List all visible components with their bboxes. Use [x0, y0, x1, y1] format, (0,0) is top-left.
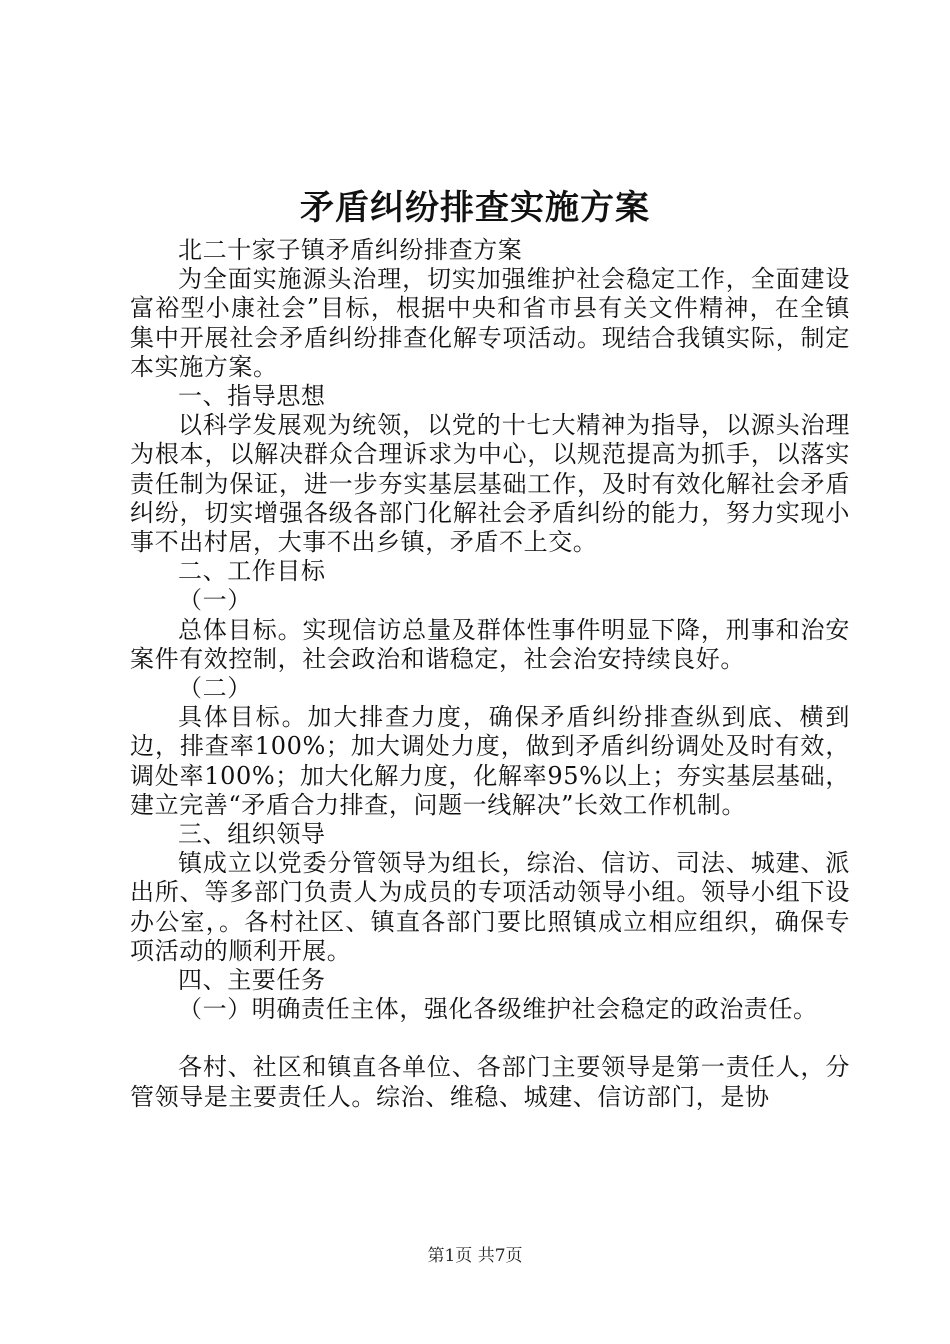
subsection-marker-2: （二） [178, 674, 252, 703]
subtitle-paragraph: 北二十家子镇矛盾纠纷排查方案 [178, 236, 523, 264]
responsibility-paragraph: 各村、社区和镇直各单位、各部门主要领导是第一责任人，分管领导是主要责任人。综治、维稳、城建、信访部门，是协 [130, 1053, 850, 1111]
intro-paragraph: 为全面实施源头治理，切实加强维护社会稳定工作，全面建设富裕型小康社会”目标，根据中央和省市县有关文件精神，在全镇集中开展社会矛盾纠纷排查化解专项活动。现结合我镇实际，制定本实施方案。 [130, 265, 850, 381]
task-1-heading: （一）明确责任主体，强化各级维护社会稳定的政治责任。 [178, 995, 818, 1024]
paragraph-gap [130, 1024, 850, 1053]
page-footer: 第1页 共7页 [427, 1246, 523, 1266]
overall-goal-paragraph: 总体目标。实现信访总量及群体性事件明显下降，刑事和治安案件有效控制，社会政治和谐稳定，社会治安持续良好。 [130, 615, 850, 673]
document-body [130, 236, 850, 1112]
section-heading-organization: 三、组织领导 [178, 820, 326, 849]
guiding-thought-paragraph: 以科学发展观为统领，以党的十七大精神为指导，以源头治理为根本，以解决群众合理诉求为中心，以规范提高为抓手，以落实责任制为保证，进一步夯实基层基础工作，及时有效化解社会矛盾纠纷，切实增强各级各部门化解社会矛盾纠纷的能力，努力实现小事不出村居，大事不出乡镇，矛盾不上交。 [130, 411, 850, 557]
specific-goal-paragraph: 具体目标。加大排查力度，确保矛盾纠纷排查纵到底、横到边，排查率100%；加大调处力度，做到矛盾纠纷调处及时有效，调处率100%；加大化解力度，化解率95%以上；夯实基层基础，建立完善“矛盾合力排查，问题一线解决”长效工作机制。 [130, 703, 850, 819]
section-heading-main-tasks: 四、主要任务 [178, 966, 326, 995]
section-heading-work-goals: 二、工作目标 [178, 557, 326, 586]
subsection-marker-1: （一） [178, 586, 252, 615]
section-heading-guiding-thought: 一、指导思想 [178, 382, 326, 411]
organization-paragraph: 镇成立以党委分管领导为组长，综治、信访、司法、城建、派出所、等多部门负责人为成员的专项活动领导小组。领导小组下设办公室，。各村社区、镇直各部门要比照镇成立相应组织，确保专项活动的顺利开展。 [130, 849, 850, 965]
document-title: 矛盾纠纷排查实施方案 [300, 188, 650, 228]
